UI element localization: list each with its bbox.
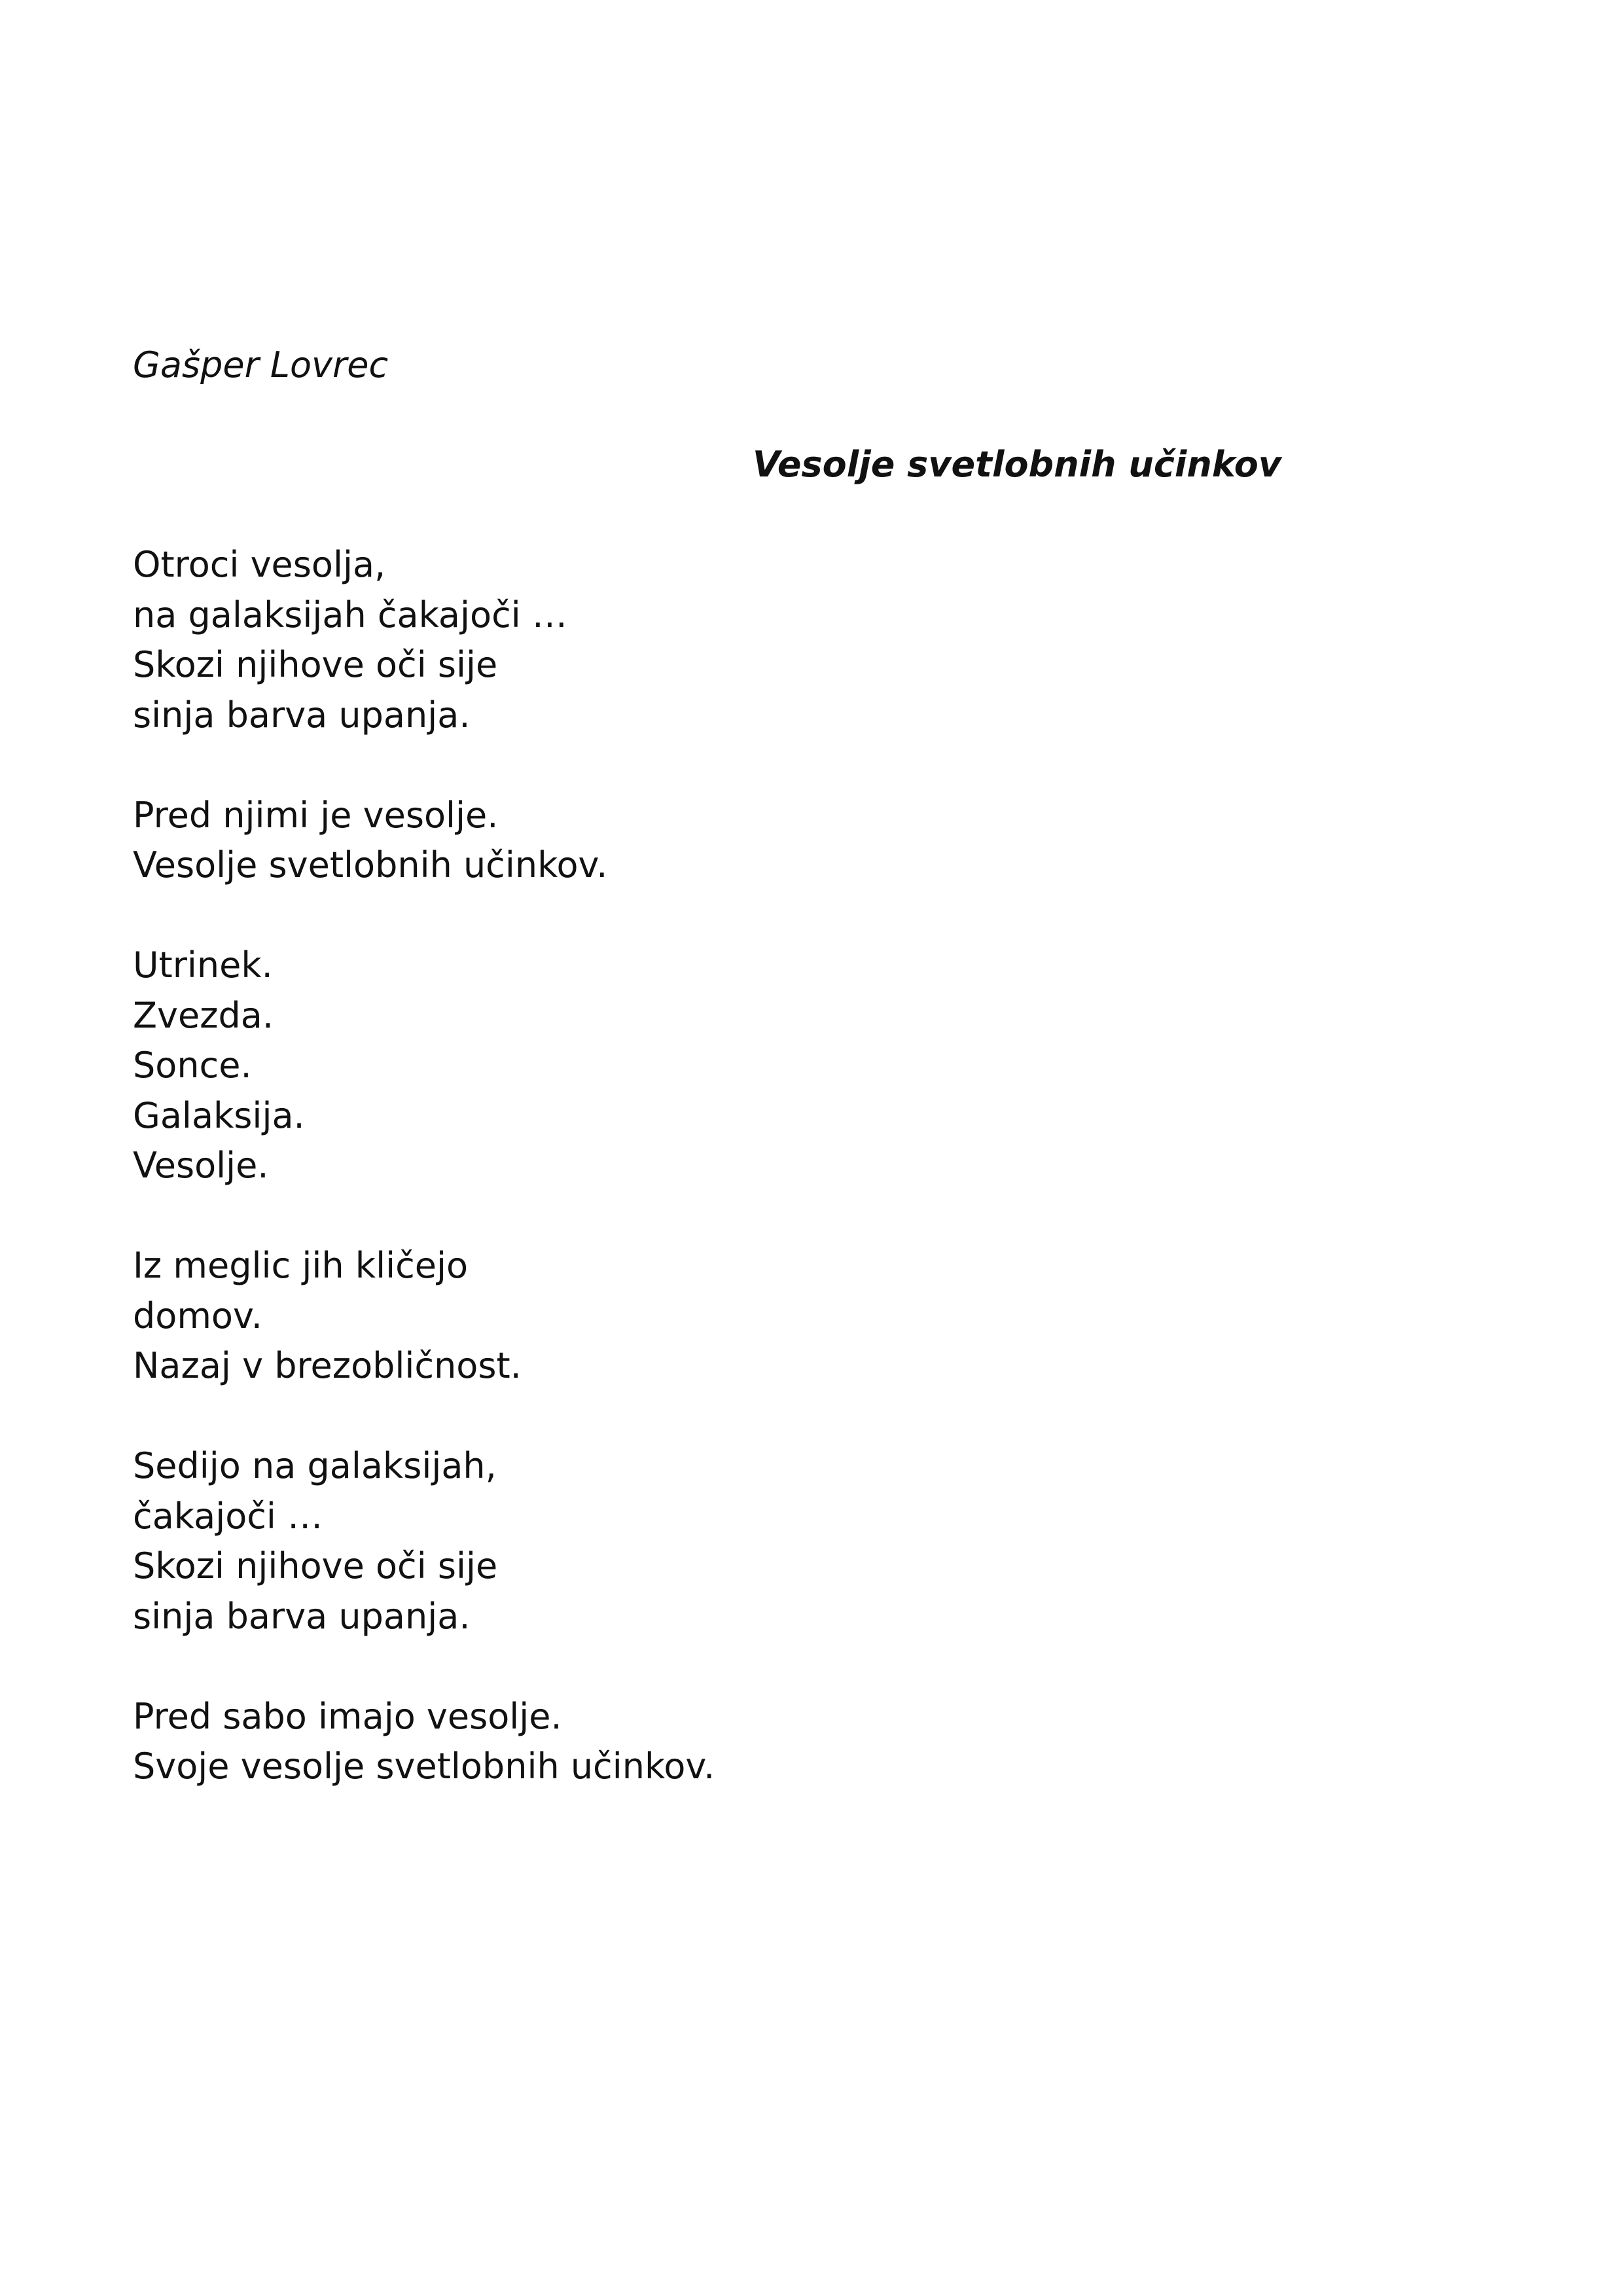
poem-line: Skozi njihove oči sije — [133, 644, 498, 685]
poem-line: Vesolje svetlobnih učinkov. — [133, 844, 608, 886]
poem-line: Nazaj v brezobličnost. — [133, 1345, 522, 1386]
stanza-2 — [133, 791, 1507, 891]
poem-line: domov. — [133, 1295, 262, 1336]
stanza-6 — [133, 1692, 1507, 1792]
poem-line: Zvezda. — [133, 994, 274, 1036]
poem-line: sinja barva upanja. — [133, 1595, 471, 1637]
poem-line: Pred sabo imajo vesolje. — [133, 1695, 562, 1737]
poem-line: Galaksija. — [133, 1094, 305, 1136]
poem-body — [133, 540, 1507, 1842]
poem-line: Vesolje. — [133, 1145, 269, 1186]
poem-line: na galaksijah čakajoči … — [133, 594, 567, 636]
stanza-5 — [133, 1441, 1507, 1641]
poem-line: Sedijo na galaksijah, — [133, 1445, 497, 1486]
stanza-3 — [133, 941, 1507, 1191]
poem-line: Skozi njihove oči sije — [133, 1545, 498, 1587]
poem-line: Svoje vesolje svetlobnih učinkov. — [133, 1746, 715, 1787]
poem-line: sinja barva upanja. — [133, 694, 471, 736]
author-name: Gašper Lovrec — [133, 344, 389, 386]
poem-line: Sonce. — [133, 1045, 252, 1086]
stanza-4 — [133, 1241, 1507, 1391]
poem-line: Utrinek. — [133, 944, 273, 986]
poem-line: Pred njimi je vesolje. — [133, 794, 499, 836]
poem-line: Iz meglic jih kličejo — [133, 1245, 469, 1286]
poem-line: Otroci vesolja, — [133, 544, 386, 585]
poem-title: Vesolje svetlobnih učinkov — [753, 444, 1282, 485]
stanza-1 — [133, 540, 1507, 740]
poem-line: čakajoči … — [133, 1495, 323, 1537]
